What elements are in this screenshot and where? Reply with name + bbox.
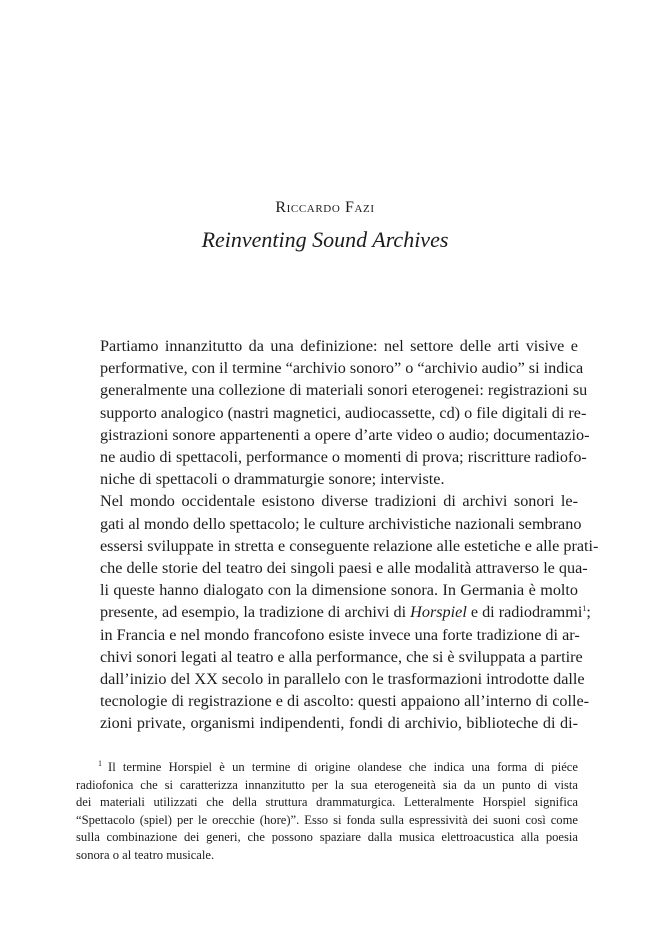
footnote-line: radiofonica che si caratterizza innanzitutto per la sua eterogeneità sia da un punto di vista	[76, 777, 578, 792]
text-line-with-italic	[76, 601, 591, 623]
paragraph-1	[76, 335, 590, 490]
text-line: generalmente una collezione di materiali sonori eterogenei: registrazioni su	[100, 381, 588, 400]
paragraph-2	[76, 490, 599, 734]
footnote-mark: 1	[98, 759, 102, 768]
text-line: ne audio di spettacoli, performance o momenti di prova; riscritture radiofo-	[100, 448, 587, 467]
footnote-line: sulla combinazione dei generi, che possono spaziare dalla musica elettroacustica alla poesia	[76, 830, 578, 845]
author-name: Riccardo Fazi	[275, 199, 375, 216]
text-fragment: e di radiodrammi	[466, 603, 583, 622]
footnote-text: Il termine Horspiel è un termine di origine olandese che indica una forma di piéce	[108, 760, 578, 774]
text-line: performative, con il termine “archivio sonoro” o “archivio audio” si indica	[100, 359, 584, 378]
footnote-line: “Spettacolo (spiel) per le orecchie (hore)”. Esso si fonda sulla espressività dei suoni così come	[76, 812, 578, 827]
text-line: che delle storie del teatro dei singoli paesi e alle modalità attraverso le qua-	[100, 559, 588, 578]
text-line: li queste hanno dialogato con la dimensione sonora. In Germania è molto	[100, 581, 578, 600]
text-line: gati al mondo dello spettacolo; le culture archivistiche nazionali sembrano	[100, 514, 582, 533]
text-line: chivi sonori legati al teatro e alla performance, che si è sviluppata a partire	[100, 647, 583, 666]
text-line: zioni private, organismi indipendenti, fondi di archivio, biblioteche di di-	[100, 714, 578, 733]
text-line: in Francia e nel mondo francofono esiste invece una forte tradizione di ar-	[100, 625, 580, 644]
text-line: dall’inizio del XX secolo in parallelo con le trasformazioni introdotte dalle	[100, 670, 585, 689]
text-line: niche di spettacoli o drammaturgie sonore; interviste.	[100, 470, 445, 489]
text-fragment: ;	[586, 603, 591, 622]
text-line: Nel mondo occidentale esistono diverse tradizioni di archivi sonori le-	[100, 492, 578, 511]
footnote-line	[76, 755, 578, 777]
footnote-line: sonora o al teatro musicale.	[76, 847, 215, 862]
footnotes	[76, 755, 578, 865]
text-line: gistrazioni sonore appartenenti a opere d’arte video o audio; documentazio-	[100, 425, 590, 444]
chapter-title: Reinventing Sound Archives	[201, 227, 449, 252]
footnote-reference[interactable]: 1	[582, 604, 587, 614]
body-text	[76, 335, 599, 735]
text-line: supporto analogico (nastri magnetici, audiocassette, cd) o file digitali di re-	[100, 403, 587, 422]
text-fragment: presente, ad esempio, la tradizione di archivi di	[100, 603, 411, 622]
italic-term: Horspiel	[410, 603, 467, 622]
text-line: tecnologie di registrazione e di ascolto: questi appaiono all’interno di colle-	[100, 692, 590, 711]
text-line: Partiamo innanzitutto da una definizione: nel settore delle arti visive e	[100, 337, 578, 355]
footnote-line: dei materiali utilizzati che della struttura drammaturgica. Letteralmente Horspiel significa	[76, 795, 578, 810]
text-line: essersi sviluppate in stretta e conseguente relazione alle estetiche e alle prati-	[100, 536, 599, 555]
